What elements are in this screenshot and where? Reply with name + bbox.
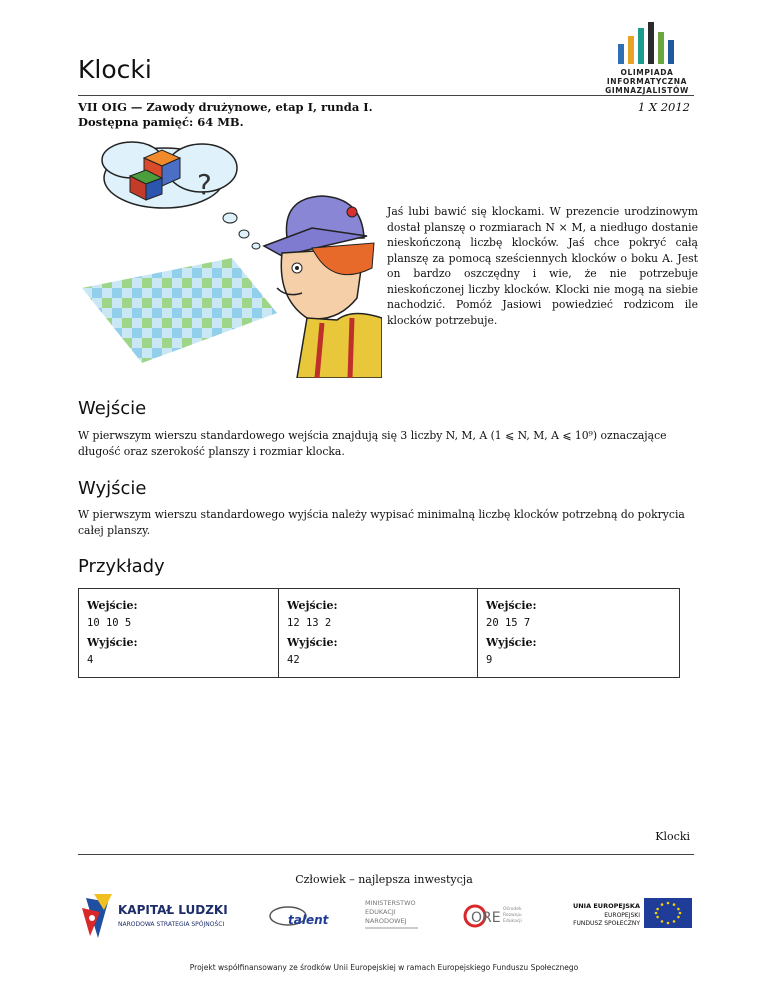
footer-motto: Człowiek – najlepsza inwestycja: [295, 873, 473, 886]
svg-text:KAPITAŁ LUDZKI: KAPITAŁ LUDZKI: [118, 903, 228, 917]
footer-rule: [78, 854, 694, 855]
example-2: [278, 589, 478, 677]
svg-text:Edukacji: Edukacji: [503, 919, 522, 924]
examples-heading: Przykłady: [78, 556, 165, 577]
example-input: 12 13 2: [287, 617, 332, 629]
input-description: W pierwszym wierszu standardowego wejścia znajdują się 3 liczby N, M, A (1 ⩽ N, M, A ⩽ 10⁹) oznaczające długość oraz szerokość planszy i rozmiar klocka.: [78, 429, 667, 458]
ore-logo-icon: [465, 905, 522, 926]
svg-text:Rozwoju: Rozwoju: [503, 913, 522, 918]
example-3: [477, 589, 680, 677]
output-description: W pierwszym wierszu standardowego wyjścia należy wypisać minimalną liczbę klocków potrzebną do pokrycia całej planszy.: [78, 508, 685, 537]
svg-text:EDUKACJI: EDUKACJI: [365, 908, 396, 916]
boy-with-blocks-illustration: [82, 138, 382, 378]
svg-text:FUNDUSZ SPOŁECZNY: FUNDUSZ SPOŁECZNY: [573, 920, 640, 927]
problem-story: Jaś lubi bawić się klockami. W prezencie urodzinowym dostał planszę o rozmiarach N × M, a niedługo dostanie nieskończoną liczbę klocków. Jaś chce pokryć całą planszę za pomocą sześciennych klocków o boku A. Jest on bardzo oszczędny i wie, że nie potrzebuje nieskończonej liczby klocków. Klocki nie mogą na siebie nachodzić. Pomóż Jasiowi powiedzieć rodzicom ile klocków potrzebuje.: [387, 205, 698, 327]
svg-text:EUROPEJSKI: EUROPEJSKI: [604, 912, 640, 919]
svg-text:UNIA EUROPEJSKA: UNIA EUROPEJSKA: [572, 902, 640, 910]
svg-text:NARODOWEJ: NARODOWEJ: [365, 917, 407, 925]
talent-logo-icon: [270, 907, 330, 927]
example-output: 4: [87, 654, 94, 666]
example-output-label: Wyjście:: [87, 636, 138, 649]
svg-text:MINISTERSTWO: MINISTERSTWO: [365, 899, 416, 907]
question-mark: ?: [197, 168, 212, 201]
example-output: 42: [287, 654, 300, 666]
page-title: Klocki: [78, 55, 152, 84]
eu-logo-icon: [573, 898, 692, 928]
example-output: 9: [486, 654, 493, 666]
examples-table: [78, 588, 680, 678]
olympiad-logo-text: OLIMPIADA INFORMATYCZNA GIMNAZJALISTÓW: [605, 68, 689, 95]
output-heading: Wyjście: [78, 478, 147, 499]
example-output-label: Wyjście:: [287, 636, 338, 649]
example-input-label: Wejście:: [87, 599, 138, 612]
olympiad-logo-icon: [616, 22, 678, 64]
footer-page-name: Klocki: [655, 830, 690, 843]
ministry-logo-icon: [365, 899, 418, 928]
example-input-label: Wejście:: [287, 599, 338, 612]
svg-text:NARODOWA STRATEGIA SPÓJNOŚCI: NARODOWA STRATEGIA SPÓJNOŚCI: [118, 921, 225, 928]
svg-text:talent: talent: [288, 913, 329, 927]
memory-limit: Dostępna pamięć: 64 MB.: [78, 115, 244, 129]
example-input: 20 15 7: [486, 617, 531, 629]
example-1: [79, 589, 278, 677]
svg-text:ORE: ORE: [471, 910, 501, 926]
example-input: 10 10 5: [87, 617, 132, 629]
contest-date: 1 X 2012: [637, 100, 690, 114]
input-heading: Wejście: [78, 398, 147, 419]
example-input-label: Wejście:: [486, 599, 537, 612]
svg-text:Ośrodek: Ośrodek: [503, 907, 522, 912]
footer-footnote: Projekt współfinansowany ze środków Unii Europejskiej w ramach Europejskiego Funduszu Społecznego: [189, 963, 579, 972]
kapital-ludzki-logo-icon: [82, 894, 228, 938]
sponsor-logos: [78, 888, 694, 948]
header-rule: [78, 95, 694, 96]
example-output-label: Wyjście:: [486, 636, 537, 649]
contest-info: VII OIG — Zawody drużynowe, etap I, runda I.: [78, 100, 373, 114]
